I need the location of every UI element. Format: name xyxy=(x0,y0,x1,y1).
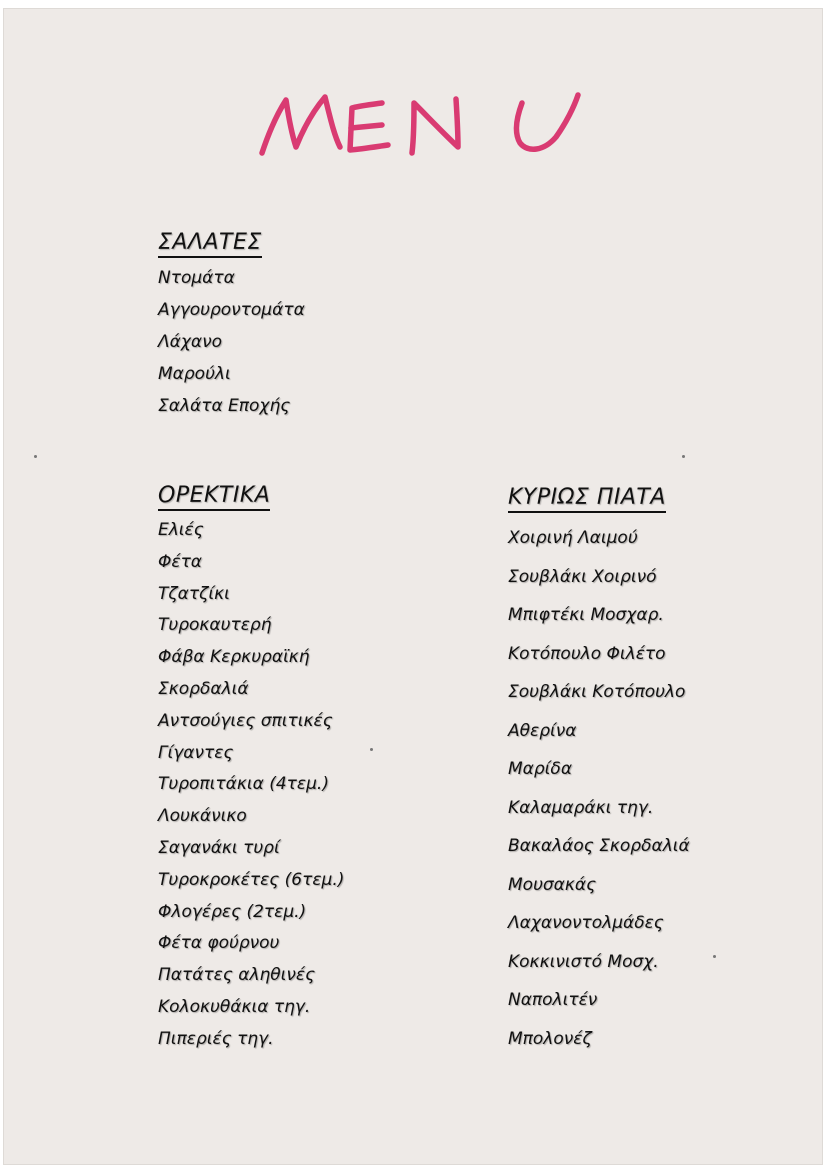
menu-title xyxy=(0,75,827,175)
menu-item: Λάχανο xyxy=(158,332,222,352)
menu-item: Μουσακάς xyxy=(508,874,597,895)
menu-item: Πατάτες αληθινές xyxy=(158,965,316,986)
menu-item: Σουβλάκι Χοιρινό xyxy=(508,566,657,587)
menu-item: Τζατζίκι xyxy=(158,583,230,604)
menu-item: Λαχανοντολμάδες xyxy=(508,913,664,933)
menu-item: Σουβλάκι Κοτόπουλο xyxy=(508,682,686,702)
salads-heading: ΣΑΛΑΤΕΣ xyxy=(158,230,262,258)
menu-item: Μαρίδα xyxy=(508,759,573,779)
menu-item: Μπιφτέκι Μοσχαρ. xyxy=(508,605,664,625)
menu-title-strokes xyxy=(262,95,578,153)
menu-item: Ντομάτα xyxy=(158,268,235,288)
menu-item: Τυροκαυτερή xyxy=(158,615,272,636)
menu-item: Φέτα φούρνου xyxy=(158,933,280,954)
menu-item: Καλαμαράκι τηγ. xyxy=(508,797,654,818)
starters-list xyxy=(158,515,344,1056)
menu-item: Κοτόπουλο Φιλέτο xyxy=(508,643,666,664)
mains-list xyxy=(508,519,690,1058)
menu-item: Φέτα xyxy=(158,551,203,572)
menu-item: Κολοκυθάκια τηγ. xyxy=(158,996,311,1017)
menu-item: Σαλάτα Εποχής xyxy=(158,396,291,416)
mains-heading: ΚΥΡΙΩΣ ΠΙΑΤΑ xyxy=(508,485,666,513)
menu-item: Μαρούλι xyxy=(158,364,231,384)
salads-list xyxy=(158,262,305,422)
menu-title-handwriting xyxy=(0,75,827,175)
menu-item: Φάβα Κερκυραϊκή xyxy=(158,647,310,668)
menu-item: Τυροπιτάκια (4τεμ.) xyxy=(158,774,329,795)
menu-item: Ναπολιτέν xyxy=(508,990,598,1010)
menu-item: Ελιές xyxy=(158,520,204,540)
menu-item: Αθερίνα xyxy=(508,720,577,741)
menu-item: Αγγουροντομάτα xyxy=(158,300,305,320)
menu-item: Πιπεριές τηγ. xyxy=(158,1028,274,1049)
mains-section xyxy=(508,485,690,1058)
salads-section xyxy=(158,230,305,422)
menu-item: Λουκάνικο xyxy=(158,806,247,827)
menu-item: Αντσούγιες σπιτικές xyxy=(158,710,333,731)
starters-section xyxy=(158,483,344,1056)
menu-item: Μπολονέζ xyxy=(508,1028,592,1049)
starters-heading: ΟΡΕΚΤΙΚΑ xyxy=(158,483,270,511)
paper-speck xyxy=(34,455,37,458)
menu-item: Σαγανάκι τυρί xyxy=(158,837,280,858)
paper-speck xyxy=(682,455,685,458)
menu-item: Φλογέρες (2τεμ.) xyxy=(158,901,307,922)
menu-item: Σκορδαλιά xyxy=(158,678,249,699)
menu-page xyxy=(3,8,823,1165)
menu-item: Βακαλάος Σκορδαλιά xyxy=(508,836,690,856)
menu-item: Κοκκινιστό Μοσχ. xyxy=(508,951,659,972)
menu-item: Χοιρινή Λαιμού xyxy=(508,528,638,548)
paper-speck xyxy=(713,955,716,958)
menu-item: Γίγαντες xyxy=(158,742,234,763)
paper-speck xyxy=(370,748,373,751)
menu-item: Τυροκροκέτες (6τεμ.) xyxy=(158,869,345,890)
